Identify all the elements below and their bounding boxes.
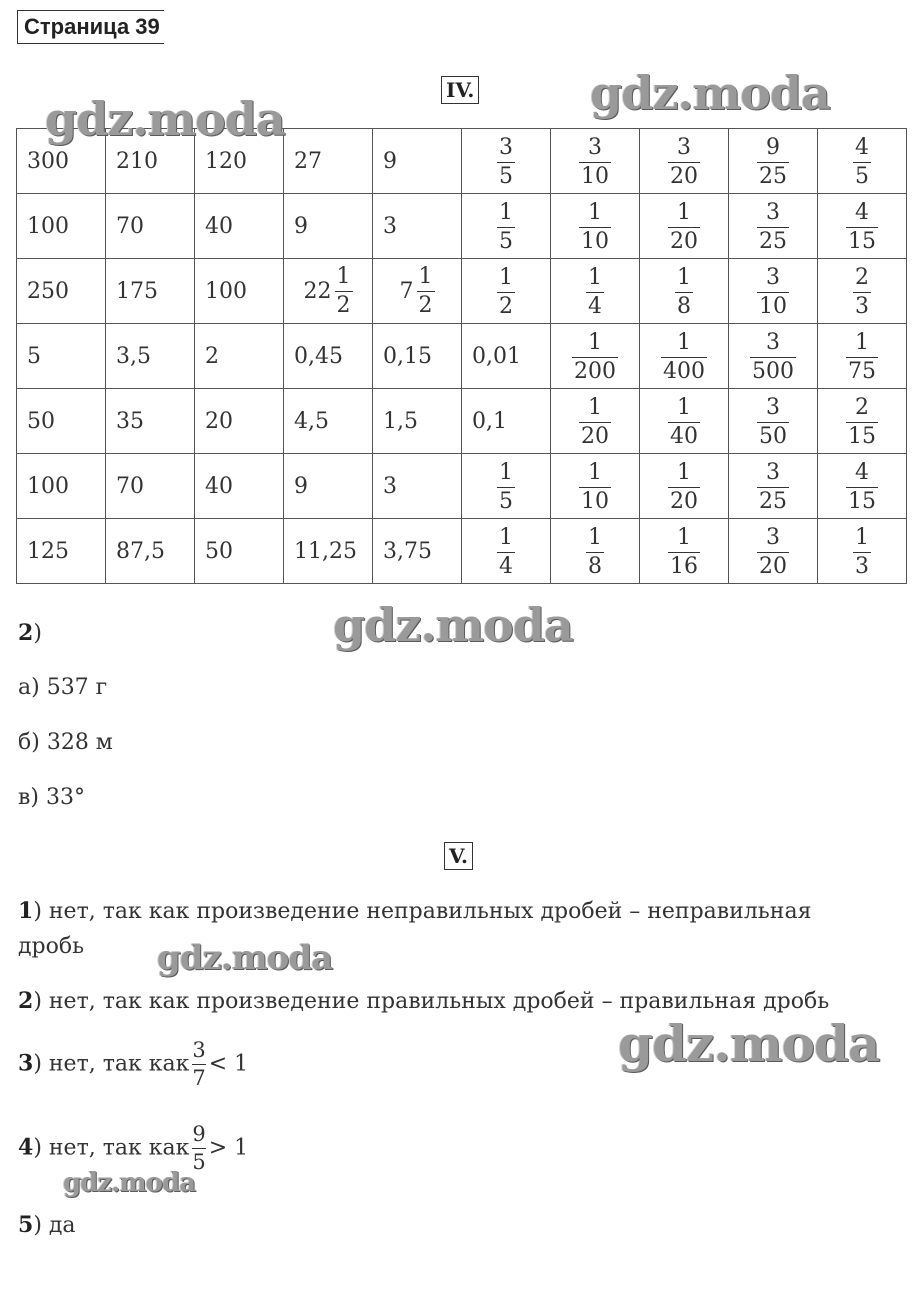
fraction	[668, 199, 700, 254]
table-cell: 9	[284, 194, 373, 259]
denominator: 25	[759, 488, 787, 514]
fraction-value	[757, 134, 789, 189]
fraction-value	[853, 524, 871, 579]
numerator: 4	[855, 134, 869, 160]
part-2-number: 2	[18, 620, 34, 646]
table-cell: 120	[195, 129, 284, 194]
numerator: 1	[588, 199, 602, 225]
denominator: 20	[581, 423, 609, 449]
numerator: 1	[677, 264, 691, 290]
table-cell: 50	[17, 389, 106, 454]
table-cell: 3,75	[373, 519, 462, 584]
numerator: 3	[766, 199, 780, 225]
table-row	[17, 389, 907, 454]
table-cell	[551, 129, 640, 194]
part-2-paren: )	[33, 621, 42, 646]
fraction	[853, 524, 871, 579]
table-cell: 100	[17, 194, 106, 259]
denominator: 200	[574, 358, 616, 384]
table-cell: 3	[373, 194, 462, 259]
numerator: 4	[855, 199, 869, 225]
v-item-1-text: ) нет, так как произведение неправильных дробей – неправильная	[33, 899, 812, 924]
v-item-4	[18, 1124, 248, 1173]
table-cell: 3	[373, 454, 462, 519]
fraction	[661, 329, 707, 384]
fraction	[586, 264, 604, 319]
fraction-value	[497, 264, 515, 319]
whole-part: 22	[303, 278, 332, 304]
table-cell: 3,5	[106, 324, 195, 389]
fraction	[757, 199, 789, 254]
fraction	[846, 199, 878, 254]
fraction-value	[757, 394, 789, 449]
fraction	[579, 459, 611, 514]
fraction-value	[846, 329, 878, 384]
table-cell	[729, 324, 818, 389]
table-cell: 9	[373, 129, 462, 194]
numerator: 3	[766, 329, 780, 355]
v-item-4-number: 4	[18, 1134, 34, 1161]
table-cell	[373, 259, 462, 324]
fraction	[417, 263, 435, 318]
denominator: 20	[759, 553, 787, 579]
numerator: 1	[588, 394, 602, 420]
numerator: 3	[499, 134, 513, 160]
denominator: 10	[581, 163, 609, 189]
table-cell	[640, 519, 729, 584]
table-cell: 40	[195, 194, 284, 259]
fraction	[497, 524, 515, 579]
fraction-value	[497, 134, 515, 189]
table-cell: 100	[17, 454, 106, 519]
fraction	[757, 264, 789, 319]
denominator: 25	[759, 228, 787, 254]
denominator: 2	[499, 293, 513, 319]
table-cell	[729, 129, 818, 194]
numerator: 4	[855, 459, 869, 485]
fraction	[675, 264, 693, 319]
table-cell: 125	[17, 519, 106, 584]
table-cell	[729, 389, 818, 454]
denominator: 5	[855, 163, 869, 189]
fraction-value	[757, 264, 789, 319]
fraction-value	[668, 134, 700, 189]
v-item-4-text: ) нет, так как	[33, 1135, 190, 1161]
table-cell	[551, 194, 640, 259]
table-cell	[640, 194, 729, 259]
fraction-value	[675, 264, 693, 319]
fraction-value	[579, 459, 611, 514]
numerator: 1	[499, 199, 513, 225]
answer-table	[16, 128, 907, 584]
table-cell	[729, 259, 818, 324]
numerator: 3	[588, 134, 602, 160]
v-item-4-relation: > 1	[208, 1135, 249, 1161]
fraction	[579, 134, 611, 189]
fraction-value	[497, 199, 515, 254]
denominator: 40	[670, 423, 698, 449]
fraction	[668, 524, 700, 579]
table-cell: 0,15	[373, 324, 462, 389]
v-item-3-numerator: 3	[192, 1038, 206, 1062]
answer-a: а) 537 г	[18, 675, 108, 700]
fraction-value	[572, 329, 618, 384]
fraction-value	[846, 394, 878, 449]
denominator: 2	[418, 292, 433, 318]
denominator: 2	[336, 292, 351, 318]
v-item-3-number: 3	[18, 1050, 34, 1077]
fraction	[846, 459, 878, 514]
section-iv-label: IV.	[441, 76, 479, 104]
numerator: 3	[766, 524, 780, 550]
v-item-4-numerator: 9	[192, 1122, 206, 1146]
numerator: 3	[766, 394, 780, 420]
fraction	[497, 199, 515, 254]
table-cell: 5	[17, 324, 106, 389]
fraction-value	[579, 199, 611, 254]
fraction	[757, 134, 789, 189]
denominator: 4	[588, 293, 602, 319]
table-cell	[818, 129, 907, 194]
table-row	[17, 194, 907, 259]
numerator: 1	[677, 524, 691, 550]
v-item-4-denominator: 5	[192, 1150, 206, 1174]
denominator: 20	[670, 163, 698, 189]
v-item-5-number: 5	[18, 1212, 34, 1238]
fraction	[846, 329, 878, 384]
table-cell: 4,5	[284, 389, 373, 454]
numerator: 1	[499, 264, 513, 290]
table-cell	[640, 324, 729, 389]
table-cell: 50	[195, 519, 284, 584]
denominator: 400	[663, 358, 705, 384]
section-v-label: V.	[444, 842, 473, 870]
fraction	[335, 263, 353, 318]
table-cell: 175	[106, 259, 195, 324]
table-cell	[818, 519, 907, 584]
table-cell	[729, 194, 818, 259]
table-cell: 9	[284, 454, 373, 519]
numerator: 1	[677, 394, 691, 420]
watermark: gdz.moda	[590, 66, 830, 120]
answer-c: в) 33°	[18, 785, 85, 810]
numerator: 1	[499, 459, 513, 485]
fraction	[846, 394, 878, 449]
table-cell: 250	[17, 259, 106, 324]
v-item-1	[18, 898, 811, 924]
table-cell: 0,1	[462, 389, 551, 454]
table-cell	[551, 389, 640, 454]
table-cell: 27	[284, 129, 373, 194]
numerator: 1	[418, 263, 433, 289]
v-item-5	[18, 1212, 76, 1238]
denominator: 15	[848, 228, 876, 254]
table-cell: 0,01	[462, 324, 551, 389]
numerator: 2	[855, 394, 869, 420]
watermark: gdz.moda	[45, 92, 285, 146]
fraction-value	[586, 264, 604, 319]
table-cell: 70	[106, 194, 195, 259]
table-cell	[640, 389, 729, 454]
denominator: 25	[759, 163, 787, 189]
numerator: 1	[677, 199, 691, 225]
table-cell: 20	[195, 389, 284, 454]
table-cell	[818, 454, 907, 519]
table-cell: 0,45	[284, 324, 373, 389]
table-row	[17, 454, 907, 519]
table-cell	[640, 259, 729, 324]
table-cell	[729, 519, 818, 584]
denominator: 15	[848, 488, 876, 514]
denominator: 3	[855, 293, 869, 319]
numerator: 1	[677, 329, 691, 355]
denominator: 20	[670, 228, 698, 254]
table-cell: 70	[106, 454, 195, 519]
table-cell: 1,5	[373, 389, 462, 454]
numerator: 2	[855, 264, 869, 290]
fraction	[579, 199, 611, 254]
denominator: 75	[848, 358, 876, 384]
table-cell	[818, 389, 907, 454]
table-row	[17, 324, 907, 389]
fraction	[668, 134, 700, 189]
fraction-value	[757, 524, 789, 579]
numerator: 1	[855, 524, 869, 550]
numerator: 1	[855, 329, 869, 355]
numerator: 9	[766, 134, 780, 160]
fraction-value	[757, 459, 789, 514]
table-cell	[640, 129, 729, 194]
fraction-value	[853, 134, 871, 189]
table-cell	[462, 519, 551, 584]
fraction-value	[497, 524, 515, 579]
table-cell	[462, 259, 551, 324]
fraction-value	[846, 199, 878, 254]
v-item-3-denominator: 7	[192, 1066, 206, 1090]
table-cell	[462, 129, 551, 194]
numerator: 3	[766, 264, 780, 290]
table-cell	[284, 259, 373, 324]
fraction	[497, 134, 515, 189]
numerator: 3	[766, 459, 780, 485]
watermark: gdz.moda	[333, 598, 573, 652]
fraction-value	[579, 134, 611, 189]
numerator: 1	[588, 329, 602, 355]
table-cell: 35	[106, 389, 195, 454]
numerator: 1	[588, 524, 602, 550]
denominator: 10	[759, 293, 787, 319]
table-cell: 300	[17, 129, 106, 194]
denominator: 10	[581, 488, 609, 514]
fraction-value	[579, 394, 611, 449]
v-item-4-fraction	[192, 1124, 205, 1173]
v-item-3	[18, 1040, 248, 1089]
fraction	[586, 524, 604, 579]
denominator: 8	[588, 553, 602, 579]
numerator: 1	[677, 459, 691, 485]
table-row	[17, 259, 907, 324]
fraction	[757, 459, 789, 514]
denominator: 3	[855, 553, 869, 579]
denominator: 5	[499, 488, 513, 514]
table-cell	[551, 454, 640, 519]
denominator: 4	[499, 553, 513, 579]
numerator: 1	[588, 459, 602, 485]
denominator: 15	[848, 423, 876, 449]
denominator: 50	[759, 423, 787, 449]
fraction	[572, 329, 618, 384]
table-cell	[640, 454, 729, 519]
fraction-value	[303, 263, 353, 318]
fraction	[757, 394, 789, 449]
fraction	[668, 394, 700, 449]
table-cell	[551, 519, 640, 584]
answer-b: б) 328 м	[18, 730, 113, 755]
numerator: 3	[677, 134, 691, 160]
fraction-value	[668, 394, 700, 449]
v-item-5-text: ) да	[33, 1213, 76, 1238]
fraction-value	[853, 264, 871, 319]
fraction-value	[757, 199, 789, 254]
watermark: gdz.moda	[63, 1168, 196, 1198]
fraction	[750, 329, 796, 384]
denominator: 8	[677, 293, 691, 319]
fraction-value	[497, 459, 515, 514]
table-cell	[462, 454, 551, 519]
table-cell	[818, 259, 907, 324]
table-cell	[729, 454, 818, 519]
table-cell	[818, 324, 907, 389]
numerator: 1	[588, 264, 602, 290]
v-item-1-number: 1	[18, 898, 34, 924]
fraction-value	[668, 524, 700, 579]
fraction-value	[668, 459, 700, 514]
table-cell	[462, 194, 551, 259]
denominator: 16	[670, 553, 698, 579]
table-cell: 100	[195, 259, 284, 324]
v-item-1-continuation: дробь	[18, 934, 85, 959]
v-item-3-fraction	[192, 1040, 205, 1089]
denominator: 20	[670, 488, 698, 514]
table-cell: 40	[195, 454, 284, 519]
page-number-label: Страница 39	[17, 10, 164, 44]
denominator: 10	[581, 228, 609, 254]
denominator: 5	[499, 163, 513, 189]
fraction-value	[750, 329, 796, 384]
table-cell: 11,25	[284, 519, 373, 584]
fraction-value	[586, 524, 604, 579]
fraction	[668, 459, 700, 514]
fraction	[853, 134, 871, 189]
fraction	[853, 264, 871, 319]
watermark: gdz.moda	[157, 938, 333, 978]
denominator: 500	[752, 358, 794, 384]
watermark: gdz.moda	[618, 1014, 880, 1073]
whole-part: 7	[399, 278, 414, 304]
v-item-3-text: ) нет, так как	[33, 1051, 190, 1077]
table-cell: 2	[195, 324, 284, 389]
table-cell: 210	[106, 129, 195, 194]
fraction	[757, 524, 789, 579]
v-item-2-number: 2	[18, 988, 34, 1014]
v-item-2-text: ) нет, так как произведение правильных дробей – правильная дробь	[33, 989, 830, 1014]
fraction	[497, 459, 515, 514]
v-item-2	[18, 988, 829, 1014]
fraction-value	[399, 263, 435, 318]
fraction	[497, 264, 515, 319]
fraction-value	[661, 329, 707, 384]
table-cell	[818, 194, 907, 259]
part-2-heading	[18, 620, 42, 646]
fraction-value	[668, 199, 700, 254]
denominator: 5	[499, 228, 513, 254]
v-item-3-relation: < 1	[208, 1051, 249, 1077]
fraction-value	[846, 459, 878, 514]
table-cell: 87,5	[106, 519, 195, 584]
table-row	[17, 519, 907, 584]
numerator: 1	[336, 263, 351, 289]
table-cell	[551, 324, 640, 389]
numerator: 1	[499, 524, 513, 550]
fraction	[579, 394, 611, 449]
table-cell	[551, 259, 640, 324]
